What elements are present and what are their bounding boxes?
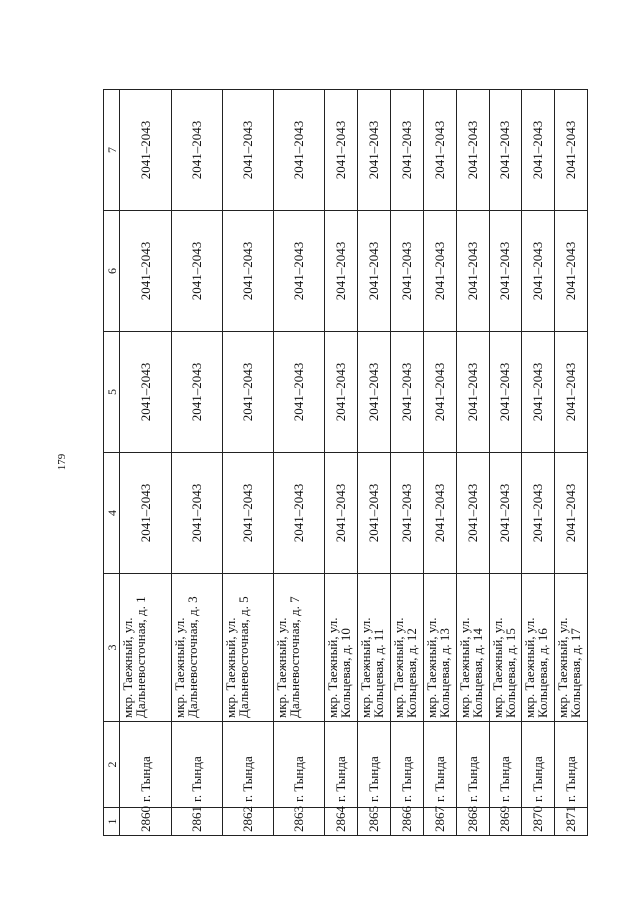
city-cell: г. Тында — [423, 722, 456, 808]
period-cell-col4: 2041–2043 — [325, 453, 358, 574]
period-cell-col4: 2041–2043 — [391, 453, 424, 574]
period-cell-col7: 2041–2043 — [325, 90, 358, 211]
page-number: 179 — [56, 453, 68, 471]
period-cell-col4: 2041–2043 — [358, 453, 391, 574]
row-number: 2871 — [555, 808, 588, 836]
period-cell-col6: 2041–2043 — [423, 211, 456, 332]
period-cell-col7: 2041–2043 — [274, 90, 325, 211]
period-cell-col4: 2041–2043 — [456, 453, 489, 574]
row-number: 2865 — [358, 808, 391, 836]
period-cell-col4: 2041–2043 — [171, 453, 222, 574]
period-cell-col7: 2041–2043 — [222, 90, 273, 211]
header-cell: 6 — [104, 211, 120, 332]
period-cell-col7: 2041–2043 — [391, 90, 424, 211]
table-row — [120, 90, 171, 836]
period-cell-col5: 2041–2043 — [522, 332, 555, 453]
city-cell: г. Тында — [456, 722, 489, 808]
row-number: 2868 — [456, 808, 489, 836]
period-cell-col6: 2041–2043 — [274, 211, 325, 332]
header-cell: 7 — [104, 90, 120, 211]
table-row — [555, 90, 588, 836]
period-cell-col5: 2041–2043 — [222, 332, 273, 453]
period-cell-col5: 2041–2043 — [274, 332, 325, 453]
row-number: 2864 — [325, 808, 358, 836]
header-cell: 5 — [104, 332, 120, 453]
period-cell-col6: 2041–2043 — [522, 211, 555, 332]
period-cell-col6: 2041–2043 — [171, 211, 222, 332]
row-number: 2867 — [423, 808, 456, 836]
period-cell-col7: 2041–2043 — [423, 90, 456, 211]
address-cell: мкр. Таежный, ул. Дальневосточная, д. 5 — [222, 574, 273, 722]
address-cell: мкр. Таежный, ул. Кольцевая, д. 17 — [555, 574, 588, 722]
address-cell: мкр. Таежный, ул. Дальневосточная, д. 3 — [171, 574, 222, 722]
period-cell-col4: 2041–2043 — [274, 453, 325, 574]
city-cell: г. Тында — [274, 722, 325, 808]
table-row — [489, 90, 522, 836]
period-cell-col6: 2041–2043 — [391, 211, 424, 332]
period-cell-col7: 2041–2043 — [489, 90, 522, 211]
period-cell-col5: 2041–2043 — [423, 332, 456, 453]
table-row — [391, 90, 424, 836]
address-cell: мкр. Таежный, ул. Кольцевая, д. 13 — [423, 574, 456, 722]
period-cell-col7: 2041–2043 — [120, 90, 171, 211]
period-cell-col6: 2041–2043 — [358, 211, 391, 332]
header-cell: 2 — [104, 722, 120, 808]
address-cell: мкр. Таежный, ул. Дальневосточная, д. 7 — [274, 574, 325, 722]
period-cell-col5: 2041–2043 — [489, 332, 522, 453]
header-cell: 1 — [104, 808, 120, 836]
city-cell: г. Тында — [391, 722, 424, 808]
period-cell-col5: 2041–2043 — [391, 332, 424, 453]
table-row — [171, 90, 222, 836]
table-row — [358, 90, 391, 836]
period-cell-col5: 2041–2043 — [456, 332, 489, 453]
address-cell: мкр. Таежный, ул. Кольцевая, д. 14 — [456, 574, 489, 722]
period-cell-col4: 2041–2043 — [120, 453, 171, 574]
period-cell-col7: 2041–2043 — [522, 90, 555, 211]
table-header-row — [104, 90, 120, 836]
period-cell-col4: 2041–2043 — [555, 453, 588, 574]
period-cell-col6: 2041–2043 — [489, 211, 522, 332]
period-cell-col4: 2041–2043 — [522, 453, 555, 574]
address-cell: мкр. Таежный, ул. Кольцевая, д. 11 — [358, 574, 391, 722]
table-container — [103, 90, 588, 836]
period-cell-col5: 2041–2043 — [358, 332, 391, 453]
address-cell: мкр. Таежный, ул. Дальневосточная, д. 1 — [120, 574, 171, 722]
period-cell-col6: 2041–2043 — [555, 211, 588, 332]
period-cell-col7: 2041–2043 — [555, 90, 588, 211]
data-table — [103, 89, 588, 836]
address-cell: мкр. Таежный, ул. Кольцевая, д. 10 — [325, 574, 358, 722]
period-cell-col4: 2041–2043 — [489, 453, 522, 574]
period-cell-col4: 2041–2043 — [222, 453, 273, 574]
address-cell: мкр. Таежный, ул. Кольцевая, д. 12 — [391, 574, 424, 722]
table-row — [423, 90, 456, 836]
period-cell-col5: 2041–2043 — [555, 332, 588, 453]
row-number: 2861 — [171, 808, 222, 836]
period-cell-col7: 2041–2043 — [171, 90, 222, 211]
table-row — [222, 90, 273, 836]
row-number: 2866 — [391, 808, 424, 836]
table-row — [274, 90, 325, 836]
period-cell-col5: 2041–2043 — [120, 332, 171, 453]
city-cell: г. Тында — [555, 722, 588, 808]
row-number: 2860 — [120, 808, 171, 836]
table-row — [325, 90, 358, 836]
period-cell-col7: 2041–2043 — [358, 90, 391, 211]
period-cell-col6: 2041–2043 — [222, 211, 273, 332]
city-cell: г. Тында — [522, 722, 555, 808]
address-cell: мкр. Таежный, ул. Кольцевая, д. 16 — [522, 574, 555, 722]
header-cell: 3 — [104, 574, 120, 722]
city-cell: г. Тында — [222, 722, 273, 808]
period-cell-col5: 2041–2043 — [171, 332, 222, 453]
city-cell: г. Тында — [358, 722, 391, 808]
period-cell-col6: 2041–2043 — [120, 211, 171, 332]
city-cell: г. Тында — [325, 722, 358, 808]
city-cell: г. Тында — [120, 722, 171, 808]
city-cell: г. Тында — [171, 722, 222, 808]
table-row — [456, 90, 489, 836]
row-number: 2870 — [522, 808, 555, 836]
period-cell-col6: 2041–2043 — [325, 211, 358, 332]
address-cell: мкр. Таежный, ул. Кольцевая, д. 15 — [489, 574, 522, 722]
period-cell-col5: 2041–2043 — [325, 332, 358, 453]
row-number: 2863 — [274, 808, 325, 836]
period-cell-col4: 2041–2043 — [423, 453, 456, 574]
table-row — [522, 90, 555, 836]
row-number: 2869 — [489, 808, 522, 836]
header-cell: 4 — [104, 453, 120, 574]
city-cell: г. Тында — [489, 722, 522, 808]
period-cell-col6: 2041–2043 — [456, 211, 489, 332]
row-number: 2862 — [222, 808, 273, 836]
period-cell-col7: 2041–2043 — [456, 90, 489, 211]
